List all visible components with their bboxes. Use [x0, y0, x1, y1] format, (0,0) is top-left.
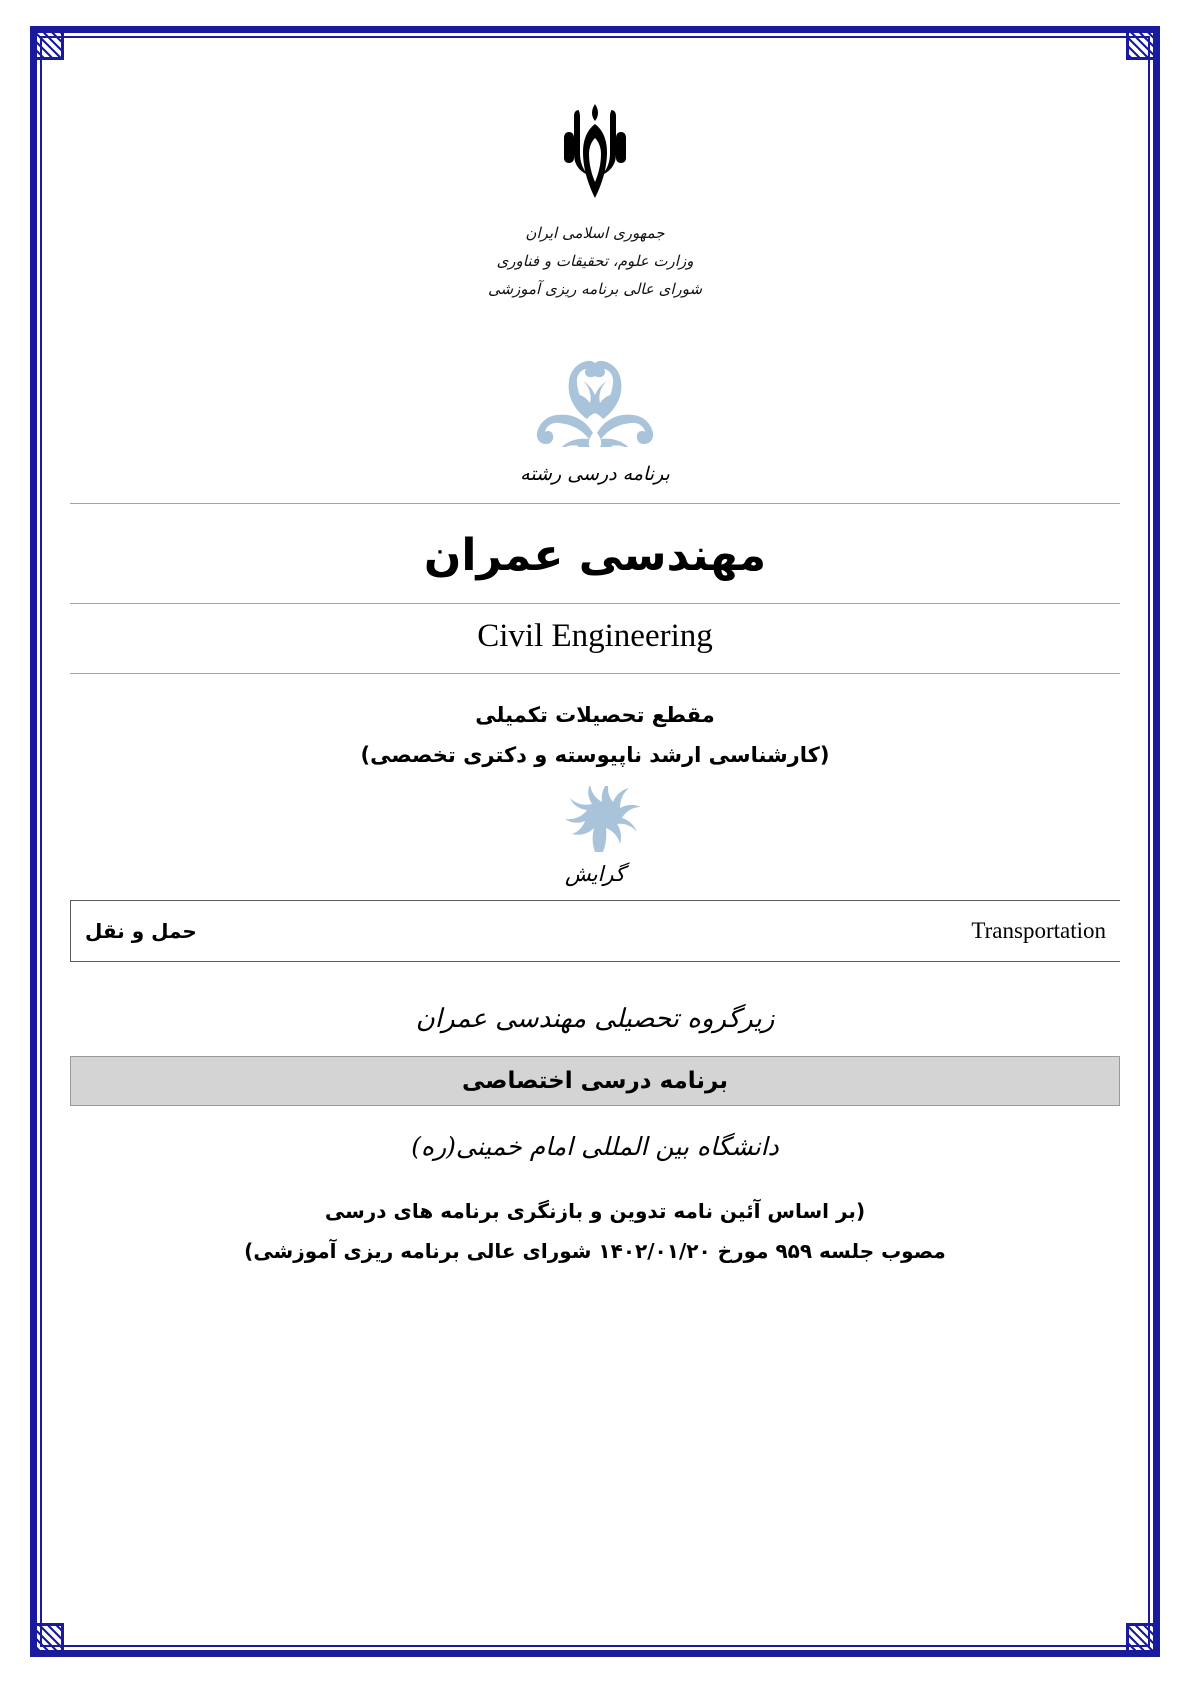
divider-middle [70, 603, 1120, 604]
degree-line-1: مقطع تحصیلات تکمیلی [475, 703, 715, 728]
floral-ornament-icon [70, 337, 1120, 447]
degree-line-2: (کارشناسی ارشد ناپیوسته و دکتری تخصصی) [360, 743, 830, 768]
border-corner-bottom-right [1126, 1623, 1160, 1657]
curriculum-label: برنامه درسی رشته [520, 463, 670, 486]
divider-top [70, 503, 1120, 504]
ministry-line-1: جمهوری اسلامی ایران [525, 224, 665, 242]
branch-name-en: Transportation [595, 901, 1120, 962]
border-corner-bottom-left [30, 1623, 64, 1657]
approval-block [70, 1191, 1120, 1271]
page-title-fa: مهندسی عمران [423, 530, 767, 582]
border-corner-top-left [30, 26, 64, 60]
specialized-curriculum-banner: برنامه درسی اختصاصی [70, 1056, 1120, 1106]
academic-subgroup: زیرگروه تحصیلی مهندسی عمران [415, 1004, 775, 1035]
branch-name-fa: حمل و نقل [71, 901, 596, 962]
branch-table [70, 900, 1120, 962]
page-title-en: Civil Engineering [477, 618, 713, 655]
university-name: دانشگاه بین المللی امام خمینی(ره) [411, 1132, 779, 1162]
border-corner-top-right [1126, 26, 1160, 60]
degree-block [70, 696, 1120, 776]
ministry-block [70, 220, 1120, 303]
divider-bottom [70, 673, 1120, 674]
ministry-line-2: وزارت علوم، تحقیقات و فناوری [496, 251, 694, 270]
approval-line-1: (بر اساس آئین نامه تدوین و بازنگری برنامه های درسی [324, 1199, 866, 1224]
iran-national-emblem-icon [70, 98, 1120, 206]
ministry-line-3: شورای عالی برنامه ریزی آموزشی [487, 279, 703, 298]
small-floral-ornament-icon [70, 786, 1120, 856]
table-row [71, 901, 1121, 962]
document-content [70, 60, 1120, 1623]
approval-line-2: مصوب جلسه ۹۵۹ مورخ ۱۴۰۲/۰۱/۲۰ شورای عالی برنامه ریزی آموزشی) [244, 1239, 946, 1264]
branch-label: گرایش [564, 862, 626, 887]
